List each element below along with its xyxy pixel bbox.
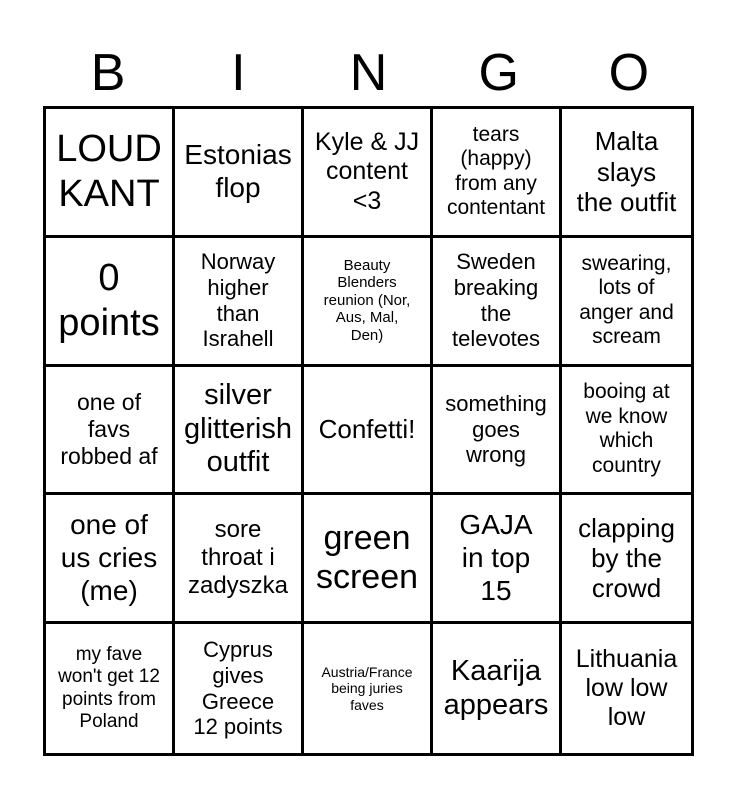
cell-text: sore throat i zadyszka [187,516,289,600]
bingo-cell[interactable] [46,367,175,496]
bingo-cell[interactable] [175,238,304,367]
cell-text: Beauty Blenders reunion (Nor, Aus, Mal, Den) [323,256,411,345]
bingo-cell[interactable] [46,624,175,753]
bingo-cell[interactable] [433,109,562,238]
bingo-cell[interactable] [562,495,691,624]
cell-text: LOUD KANT [56,128,162,215]
cell-text: silver glitterish outfit [184,378,292,479]
bingo-cell[interactable] [304,367,433,496]
bingo-cell[interactable] [175,495,304,624]
bingo-cell[interactable] [304,624,433,753]
bingo-cell[interactable] [433,367,562,496]
cell-text: Kaarija appears [443,654,549,721]
bingo-cell[interactable] [175,109,304,238]
cell-text: Austria/France being juries faves [321,664,413,713]
bingo-cell[interactable] [175,624,304,753]
cell-text: something goes wrong [445,390,547,468]
header-letter-o: O [608,44,650,102]
header-letter-g: G [478,44,519,102]
header-letter-n: N [349,44,388,102]
cell-text: clapping by the crowd [578,512,675,604]
cell-text: Kyle & JJ content <3 [314,128,420,215]
bingo-cell[interactable] [304,238,433,367]
cell-text: Cyprus gives Greece 12 points [193,637,283,740]
cell-text: GAJA in top 15 [459,509,533,606]
header-letter-i: I [231,44,246,102]
cell-text: green screen [315,518,419,597]
bingo-cell[interactable] [304,495,433,624]
header-letter-b: B [90,44,126,102]
cell-text: tears (happy) from any contentant [446,122,546,220]
cell-text: Malta slays the outfit [576,126,677,218]
cell-text: booing at we know which country [583,380,670,478]
cell-text: Lithuania low low low [575,644,678,732]
bingo-cell[interactable] [562,367,691,496]
cell-text: my fave won't get 12 points from Poland [58,644,160,732]
cell-text: swearing, lots of anger and scream [579,251,674,349]
cell-text: Sweden breaking the televotes [451,249,541,352]
bingo-cell[interactable] [562,109,691,238]
bingo-cell[interactable] [562,624,691,753]
bingo-cell[interactable] [304,109,433,238]
bingo-cell[interactable] [175,367,304,496]
bingo-cell[interactable] [433,495,562,624]
bingo-header [43,40,694,106]
bingo-cell[interactable] [433,624,562,753]
bingo-cell[interactable] [46,238,175,367]
cell-text: Estonias flop [184,139,292,203]
bingo-cell[interactable] [433,238,562,367]
bingo-cell[interactable] [46,495,175,624]
cell-text: Norway higher than Israhell [200,249,276,352]
cell-text: Confetti! [318,414,416,445]
bingo-cell[interactable] [46,109,175,238]
cell-text: one of us cries (me) [60,509,158,606]
cell-text: one of favs robbed af [60,389,158,469]
bingo-cell[interactable] [562,238,691,367]
cell-text: 0 points [58,257,160,344]
bingo-board [43,106,694,756]
